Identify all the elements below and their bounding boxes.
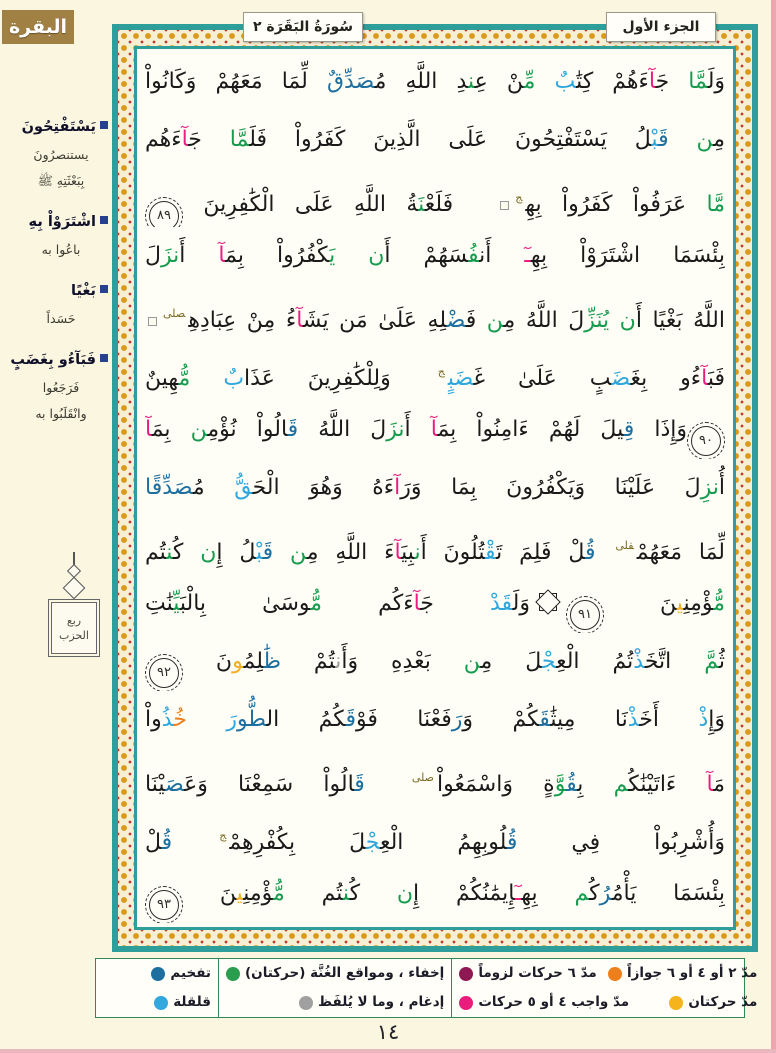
text-segment: يلَ لَهُمْ ءَامِنُواْ بِمَ [437,417,624,442]
margin-note-2 [4,207,108,263]
text-segment: ن [414,540,421,565]
text-segment: ءَهُمْ كِتَٰ [576,69,649,94]
text-segment: آ [648,69,656,94]
text-segment: نَا مِيثَٰ [550,707,628,732]
quran-line-3 [145,169,725,227]
quran-line-10 [145,575,725,633]
note-bullet-icon [100,216,108,224]
text-segment: قَ [658,127,697,152]
margin-note-gloss: باعُوا به [41,242,81,257]
legend-item [459,993,630,1010]
legend-label: إدغام ، وما لا يُلفَظ [318,993,445,1010]
legend-cell-2 [218,959,451,1017]
text-segment: آ [701,366,708,391]
text-segment: و [232,649,244,674]
text-segment: وسَىٰ بِالْبَ [179,591,311,616]
legend-cell-3 [451,959,764,1017]
text-segment: لَ اللَّهُ مِ [503,308,585,333]
margin-note-headword [4,345,108,375]
text-segment: يْنَا [145,772,165,797]
text-segment: الُواْ سَمِعْنَا وَعَ [184,772,355,797]
headword-text: بَغْيًا [71,283,96,299]
text-segment: لِّمَا مَعَهُمْ [636,540,725,565]
quran-line-12 [145,691,725,749]
text-segment: رَ [451,707,463,732]
text-segment: بٌ [554,69,577,94]
margin-note-gloss: فَرَجَعُوا [42,380,80,395]
text-segment: ءَهُم [145,127,182,152]
waqf-box-mark [148,317,157,326]
text-segment: يِّ [173,591,180,616]
medallion-text-1: ربع [66,614,82,627]
text-segment: ن يَ [329,243,385,268]
legend-item [299,993,445,1010]
surah-title-box: سُورَةُ البَقَرَة ٢ [243,12,363,42]
legend-row [96,959,218,988]
text-segment: ن [342,881,350,906]
text-segment: خُ [173,707,187,732]
ayah-number-marker: ٨٩ [149,201,179,228]
text-segment: كُمْ وَ [462,707,540,732]
text-segment: فَلَعْ [424,192,454,217]
legend-color-dot [669,996,683,1010]
text-segment: لِمُ [243,649,264,674]
text-segment: تُمُ الْعِ [556,649,634,674]
text-segment: اتَّخَ [644,649,705,674]
text-segment: لُوبِهِمُ الْعِ [379,830,507,855]
ayah-number-marker: ٩٢ [149,658,179,688]
text-segment: لْ فَلِمَ تَ [496,540,586,565]
text-segment: لُ يَسْتَفْتِحُونَ عَلَى الَّذِينَ كَفَرُواْ فَلَ [249,127,652,152]
text-segment: وَلَ [707,69,725,94]
legend-row [219,959,451,988]
text-segment: قُ [585,540,613,565]
waqf-mark: صلى [411,771,434,784]
note-bullet-icon [100,354,108,362]
text-segment: ذْ [627,707,640,732]
text-segment: الُواْ نُؤْمِ [207,417,288,442]
legend-color-dot [151,967,165,981]
headword-text: يَسْتَفْتِحُونَ [21,119,96,135]
text-segment: نَ [418,192,425,217]
quran-line-11 [145,633,725,691]
text-segment: بٍ عَلَىٰ غَ [473,366,612,391]
page-bottom-edge [0,1049,776,1053]
text-segment: ذْ [698,707,709,732]
text-segment: أَ [404,417,431,442]
legend-label: مدّ ٢ أو ٤ أو ٦ جوازاً [626,964,758,981]
text-segment: ءُ مِنْ عِبَادِهِ [188,308,297,333]
text-segment: لِهِ عَلَىٰ مَن يَشَ [302,308,447,333]
text-segment: صَ [164,772,185,797]
text-segment: فَ [465,308,487,333]
margin-note-headword [4,112,108,142]
margin-note-gloss: يستنصرُونَ [33,147,89,162]
legend-label: مدّ واجب ٤ أو ٥ حركات [478,993,630,1010]
text-segment: قَ [287,417,299,442]
text-segment: نزِ [700,475,719,500]
text-segment: نَ [183,881,237,906]
juz-title-box: الجزء الأول [606,12,716,42]
legend-cell-1 [96,959,218,1017]
text-segment: بِئْسَمَا يَأْمُ [611,881,725,906]
text-segment: بِ [577,772,614,797]
text-segment: مُّ [713,591,725,616]
ayah-number-marker: ٩٠ [691,426,721,456]
waqf-box-mark [500,201,509,210]
text-segment: نَٰتِ [145,591,174,616]
legend-item [608,964,758,981]
text-segment: قَ [539,707,551,732]
text-segment: ضْ [446,308,466,333]
surah-name-badge: البقرة [2,10,74,44]
text-segment: آ [181,127,189,152]
text-segment: نْ عِ [474,69,524,94]
waqf-mark: صلى [163,307,186,320]
text-segment: مِّ [523,69,555,94]
text-segment: لِّمَا مَعَهُمْ وَكَانُواْ [145,69,327,94]
text-segment: ن [468,69,475,94]
text-segment: ن [335,649,342,674]
text-segment: قُ [161,830,173,855]
text-segment: رُ [599,881,612,906]
text-segment: ذْ [633,649,645,674]
margin-note-gloss: وانْقَلَبُوا به [35,406,87,421]
text-segment: لُ إِ [216,540,257,565]
headword-text: اشْتَرَوْاْ بِهِ [28,214,96,230]
text-segment: لَ عَلَيْنَا وَيَكْفُرُونَ بِمَا وَرَ [400,475,701,500]
text-segment: اللَّهُ بَغْيًا أَ [635,308,725,333]
text-segment: بِمَ [151,417,191,442]
medallion-text-2: الحزب [59,629,89,642]
quran-text-area [134,46,736,930]
text-segment: جَ [188,127,230,152]
text-segment: سَهُمْ أَ [384,243,468,268]
text-segment: فُ [467,243,480,268]
legend-item [226,964,445,981]
text-segment: قْ [484,540,497,565]
text-segment: مُّ [310,591,323,616]
legend-color-dot [459,996,473,1010]
margin-note-gloss: حَسَداً [46,311,76,326]
text-segment: قَدْ [489,591,513,616]
text-segment: ـٓ [524,243,531,268]
text-segment: ي [676,591,684,616]
text-segment: ن [396,881,414,906]
medallion-crest-icon [40,552,108,602]
text-segment: هِينٌ [145,366,179,391]
text-segment: ؤْمِنِ [243,881,274,906]
text-segment: لْ [145,830,162,855]
text-segment: مَّا [229,127,250,152]
legend-color-dot [154,996,168,1010]
legend-item [151,964,211,981]
text-segment: لَ بِكُفْرِهِمْ [229,830,366,855]
quran-line-15 [145,865,725,923]
legend-color-dot [299,996,313,1010]
text-segment: آ [218,243,226,268]
legend-color-dot [608,967,622,981]
text-segment: لَ اللَّهُ [298,417,387,442]
text-segment: مَّ [704,649,719,674]
text-segment: وَّ [554,772,567,797]
text-segment: قُ [506,830,518,855]
note-bullet-icon [100,285,108,293]
text-segment: نَ [183,649,233,674]
text-segment: أَن [479,243,525,268]
legend-label: مدّ حركتان [688,993,758,1010]
text-segment: ن [463,649,481,674]
frame-ornament-band [118,30,752,946]
text-segment: صَدِّقًا [145,475,193,500]
text-segment: ثُ [718,649,725,674]
text-segment: ن [290,540,307,565]
text-segment: نزَ [386,417,405,442]
text-segment: قَ [345,707,356,732]
headword-text: فَبَآءُو بِغَضَبٍ [10,352,96,368]
text-segment: نزَ [160,243,180,268]
text-segment: آ [413,591,421,616]
text-segment: وَلِلْكَٰفِرِينَ عَذَا [244,366,391,391]
text-segment: ءَ اللَّهِ مِ [306,540,395,565]
margin-note-3 [4,276,108,332]
text-segment: تُمْ [281,649,336,674]
text-segment: م [613,772,629,797]
text-segment: بْ [651,127,659,152]
text-segment: لَ مِ [480,649,542,674]
text-segment: ن [696,127,714,152]
legend-item [154,993,211,1010]
text-segment: ن [486,308,504,333]
text-segment: مَّا [688,69,708,94]
waqf-mark: ج [219,829,227,842]
rub-el-hizb-icon [536,590,560,614]
text-segment: دِ اللَّهِ مُ [374,69,469,94]
quran-line-5 [145,285,725,343]
text-segment: آ [430,417,438,442]
ayah-number-marker: ٩٣ [149,890,179,920]
text-segment: إِيمَٰنُكُمْ إِ [413,881,515,906]
note-bullet-icon [100,121,108,129]
text-segment: طُّو [236,707,267,732]
text-segment: مُ [192,475,235,500]
text-segment: ضَ [611,366,631,391]
text-segment: ن [200,540,217,565]
margin-note-1 [4,112,108,194]
text-segment: ةٍ وَاسْمَعُواْ [436,772,555,797]
quran-line-6 [145,343,725,401]
text-segment: آ [706,772,714,797]
text-segment: فَبَ [707,366,725,391]
text-segment: آ [394,540,402,565]
text-segment: بَعْدِهِ وَأَ [341,649,464,674]
quran-line-4 [145,227,725,285]
legend-item [459,964,597,981]
quran-line-14 [145,807,725,865]
text-segment: ةُ اللَّهِ عَلَى الْكَٰفِرِينَ [183,192,419,217]
text-segment: أُ [718,475,725,500]
text-segment: وَلَ [512,591,530,616]
text-segment: ءَهُ وَهُوَ الْحَ [252,475,395,500]
text-segment: ظَٰ [263,649,281,674]
quran-line-2 [145,111,725,169]
text-segment: أَ [179,243,219,268]
margin-notes [4,112,108,440]
text-segment: جَ [655,69,689,94]
quran-line-1 [145,53,725,111]
quran-line-13 [145,749,725,807]
text-segment: كْفُرُواْ بِمَ [225,243,330,268]
tajweed-legend [95,958,758,1018]
text-segment: قِ [623,417,635,442]
text-segment: ءَكُم [322,591,414,616]
text-segment: بْ [256,540,263,565]
text-segment: صَدِّقٌ [326,69,375,94]
text-segment: مِ [713,127,725,152]
rub-hizb-medallion [40,552,108,654]
text-segment: جَ [420,591,490,616]
text-segment: تُم [284,881,343,906]
page-number: ١٤ [376,1020,400,1044]
medallion-box [51,602,97,654]
text-segment: نَ [603,591,677,616]
text-segment: كُ [172,540,201,565]
text-segment: آ [296,308,303,333]
text-segment: ءَاتَيْنَٰكُ [628,772,707,797]
quran-line-7 [145,401,725,459]
text-segment: مَ [713,772,725,797]
text-segment: قَ [354,772,365,797]
text-segment: فَعْنَا فَوْ [355,707,452,732]
text-segment: بِهِ [521,881,575,906]
margin-note-gloss: بِبَعْثَتِهِ ﷺ [37,173,85,188]
text-segment: وَإِذَا [634,417,688,442]
page-frame [112,24,758,952]
text-segment: ن يُنَزِّ [584,308,636,333]
waqf-mark: ج [437,365,445,378]
waqf-mark: ج [515,191,523,204]
text-segment: ن [166,540,173,565]
legend-label: تفخيم [170,964,211,981]
text-segment: عَرَفُواْ كَفَرُواْ بِهِ [525,192,707,217]
text-segment: تُلُونَ أَ [420,540,485,565]
text-segment: آ [394,475,401,500]
text-segment: ن [190,417,208,442]
text-segment: ـٓ [514,881,522,906]
text-segment: لَ [145,243,161,268]
legend-row [452,988,764,1017]
text-segment: مُّ [178,366,224,391]
legend-label: قلقلة [173,993,211,1010]
text-segment: كُ [589,881,600,906]
legend-row [452,959,764,988]
text-segment: أَخَ [639,707,699,732]
text-segment: ءُو بِغَ [630,366,702,391]
legend-item [669,993,758,1010]
quran-line-8 [145,459,725,517]
text-segment: كُ [349,881,397,906]
legend-row [96,988,218,1017]
text-segment: ي [236,881,244,906]
legend-color-dot [226,967,240,981]
crest-diamond-large [63,577,86,600]
legend-row [219,988,451,1017]
ayah-number-marker: ٩١ [570,600,600,630]
waqf-mark: قلى [615,539,634,552]
text-segment: واْ [145,707,162,732]
text-segment: كُمُ ال [266,707,346,732]
text-segment: وَأُشْرِبُواْ فِي [517,830,725,855]
text-segment: بِئْسَمَا اشْتَرَوْاْ بِهِ [530,243,725,268]
text-segment: م [574,881,590,906]
text-segment: جْ [541,649,557,674]
legend-label: إخفاء ، ومواقع الغُنَّة (حركتان) [245,964,445,981]
text-segment: رَ [226,707,237,732]
text-segment: آ [145,417,152,442]
text-segment: قُ [566,772,578,797]
legend-color-dot [459,967,473,981]
text-segment: ؤْمِنِ [683,591,714,616]
text-segment: ذُ [161,707,174,732]
text-segment: ضَبٍ [447,366,474,391]
page-right-edge [771,0,776,1053]
text-segment: بِيَ [401,540,415,565]
text-segment: مَّا [706,192,725,217]
text-segment: تُم [145,540,167,565]
text-segment: بٌ [223,366,245,391]
text-segment: جْ [365,830,380,855]
text-segment: قَ [262,540,291,565]
text-segment: مُّ [273,881,285,906]
text-segment: وَإِ [708,707,725,732]
margin-note-headword [4,207,108,237]
text-segment: قُّ [234,475,253,500]
text-segment [187,707,226,732]
margin-note-4 [4,345,108,427]
quran-line-9 [145,517,725,575]
legend-label: مدّ ٦ حركات لزوماً [478,964,597,981]
margin-note-headword [4,276,108,306]
